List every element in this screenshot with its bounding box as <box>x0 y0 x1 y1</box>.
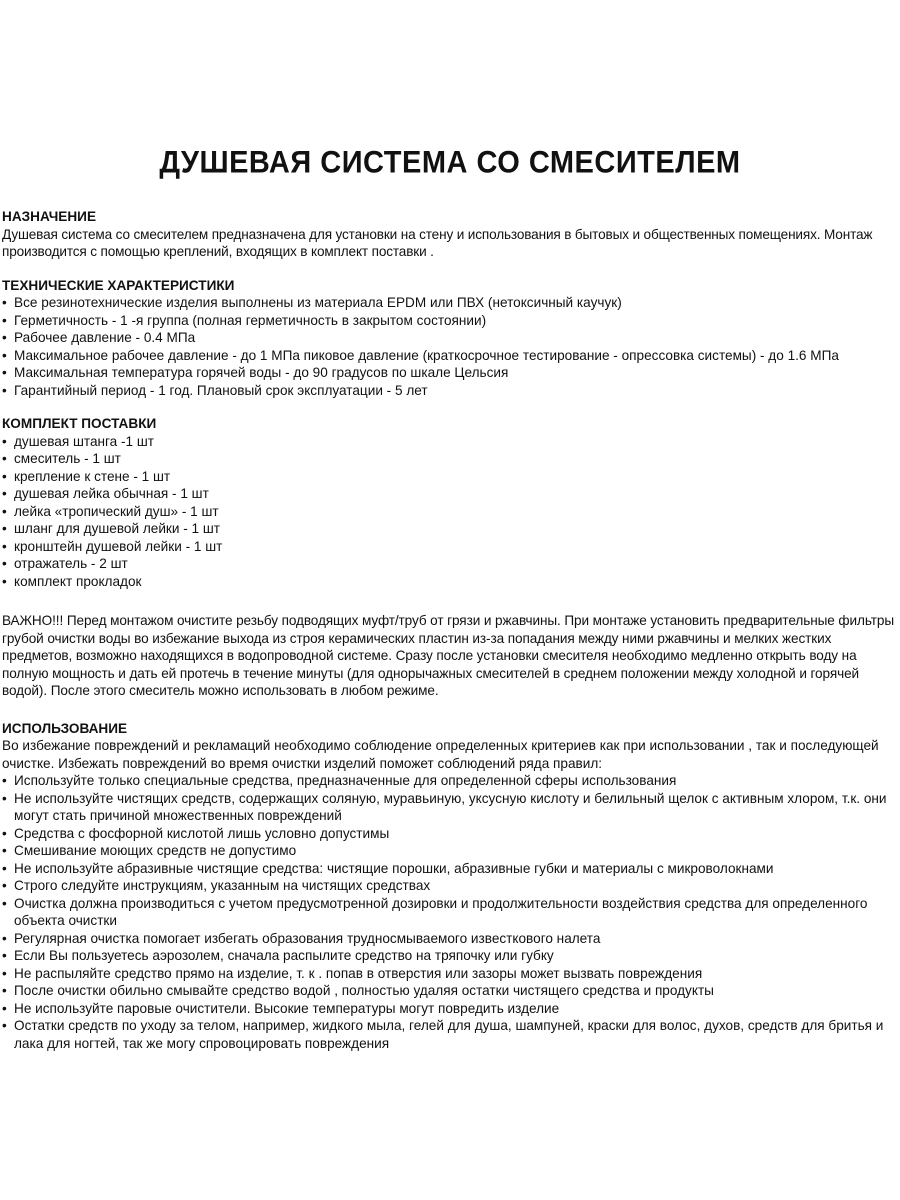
list-item: • Все резинотехнические изделия выполнены из материала EPDM или ПВХ (нетоксичный каучук) <box>2 294 896 312</box>
list-item: • комплект прокладок <box>2 573 896 591</box>
list-item: • Рабочее давление - 0.4 МПа <box>2 329 896 347</box>
section-specs <box>2 277 896 400</box>
list-item: • Не используйте чистящих средств, содержащих соляную, муравьиную, уксусную кислоту и белильный щелок с активным хлором, т.к. они могут стать причиной множественных повреждений <box>2 790 896 825</box>
list-item: • Гарантийный период - 1 год. Плановый срок эксплуатации - 5 лет <box>2 382 896 400</box>
list-item: • Строго следуйте инструкциям, указанным на чистящих средствах <box>2 877 896 895</box>
usage-list <box>2 772 896 1052</box>
section-kit <box>2 415 896 590</box>
list-item: • Если Вы пользуетесь аэрозолем, сначала распылите средство на тряпочку или губку <box>2 947 896 965</box>
list-item: • Максимальное рабочее давление - до 1 МПа пиковое давление (краткосрочное тестирование - опрессовка системы) - до 1.6 МПа <box>2 347 896 365</box>
list-item: • Используйте только специальные средства, предназначенные для определенной сферы использования <box>2 772 896 790</box>
list-item: • Остатки средств по уходу за телом, например, жидкого мыла, гелей для душа, шампуней, краски для волос, духов, средств для бритья и лака для ногтей, так же могу спровоцировать повреждения <box>2 1017 896 1052</box>
list-item: • лейка «тропический душ» - 1 шт <box>2 503 896 521</box>
list-item: • После очистки обильно смывайте средство водой , полностью удаляя остатки чистящего средства и продукты <box>2 982 896 1000</box>
section-text: Душевая система со смесителем предназначена для установки на стену и использования в бытовых и общественных помещениях. Монтаж производится с помощью креплений, входящих в комплект поставки . <box>2 226 873 259</box>
list-item: • Смешивание моющих средств не допустимо <box>2 842 896 860</box>
important-note: ВАЖНО!!! Перед монтажом очистите резьбу подводящих муфт/труб от грязи и ржавчины. При монтаже установить предварительные фильтры грубой очистки воды во избежание выхода из строя керамических пластин из-за попадания между ними ржавчины и мелких жестких предметов, возможно находящихся в водопроводной системе. Сразу после установки смесителя необходимо медленно открыть воду на полную мощность и дать ей протечь в течение минуты (для однорычажных смесителей в среднем положении между холодной и горячей водой). После этого смеситель можно использовать в любом режиме. <box>2 613 894 698</box>
section-heading: ТЕХНИЧЕСКИЕ ХАРАКТЕРИСТИКИ <box>2 277 235 293</box>
specs-list <box>2 294 896 399</box>
list-item: • отражатель - 2 шт <box>2 555 896 573</box>
document-body <box>2 208 896 1068</box>
section-heading: ИСПОЛЬЗОВАНИЕ <box>2 720 128 736</box>
list-item: • Регулярная очистка помогает избегать образования трудносмываемого известкового налета <box>2 930 896 948</box>
list-item: • Максимальная температура горячей воды - до 90 градусов по шкале Цельсия <box>2 364 896 382</box>
list-item: • Не используйте абразивные чистящие средства: чистящие порошки, абразивные губки и материалы с микроволокнами <box>2 860 896 878</box>
list-item: • шланг для душевой лейки - 1 шт <box>2 520 896 538</box>
list-item: • Очистка должна производиться с учетом предусмотренной дозировки и продолжительности воздействия средства для определенного объекта очистки <box>2 895 896 930</box>
list-item: • Не используйте паровые очистители. Высокие температуры могут повредить изделие <box>2 1000 896 1018</box>
page-title: ДУШЕВАЯ СИСТЕМА СО СМЕСИТЕЛЕМ <box>159 145 741 181</box>
section-heading: НАЗНАЧЕНИЕ <box>2 209 97 224</box>
section-heading: КОМПЛЕКТ ПОСТАВКИ <box>2 416 157 431</box>
section-usage <box>2 720 896 1053</box>
section-text: Во избежание повреждений и рекламаций необходимо соблюдение определенных критериев как при использовании , так и последующей очистке. Избежать повреждений во время очистки изделий поможет соблюдений ряда правил: <box>2 738 879 771</box>
list-item: • душевая штанга -1 шт <box>2 433 896 451</box>
list-item: • Герметичность - 1 -я группа (полная герметичность в закрытом состоянии) <box>2 312 896 330</box>
list-item: • смеситель - 1 шт <box>2 450 896 468</box>
list-item: • душевая лейка обычная - 1 шт <box>2 485 896 503</box>
list-item: • крепление к стене - 1 шт <box>2 468 896 486</box>
section-purpose <box>2 208 896 261</box>
kit-list <box>2 433 896 591</box>
list-item: • кронштейн душевой лейки - 1 шт <box>2 538 896 556</box>
list-item: • Средства с фосфорной кислотой лишь условно допустимы <box>2 825 896 843</box>
list-item: • Не распыляйте средство прямо на изделие, т. к . попав в отверстия или зазоры может вызвать повреждения <box>2 965 896 983</box>
